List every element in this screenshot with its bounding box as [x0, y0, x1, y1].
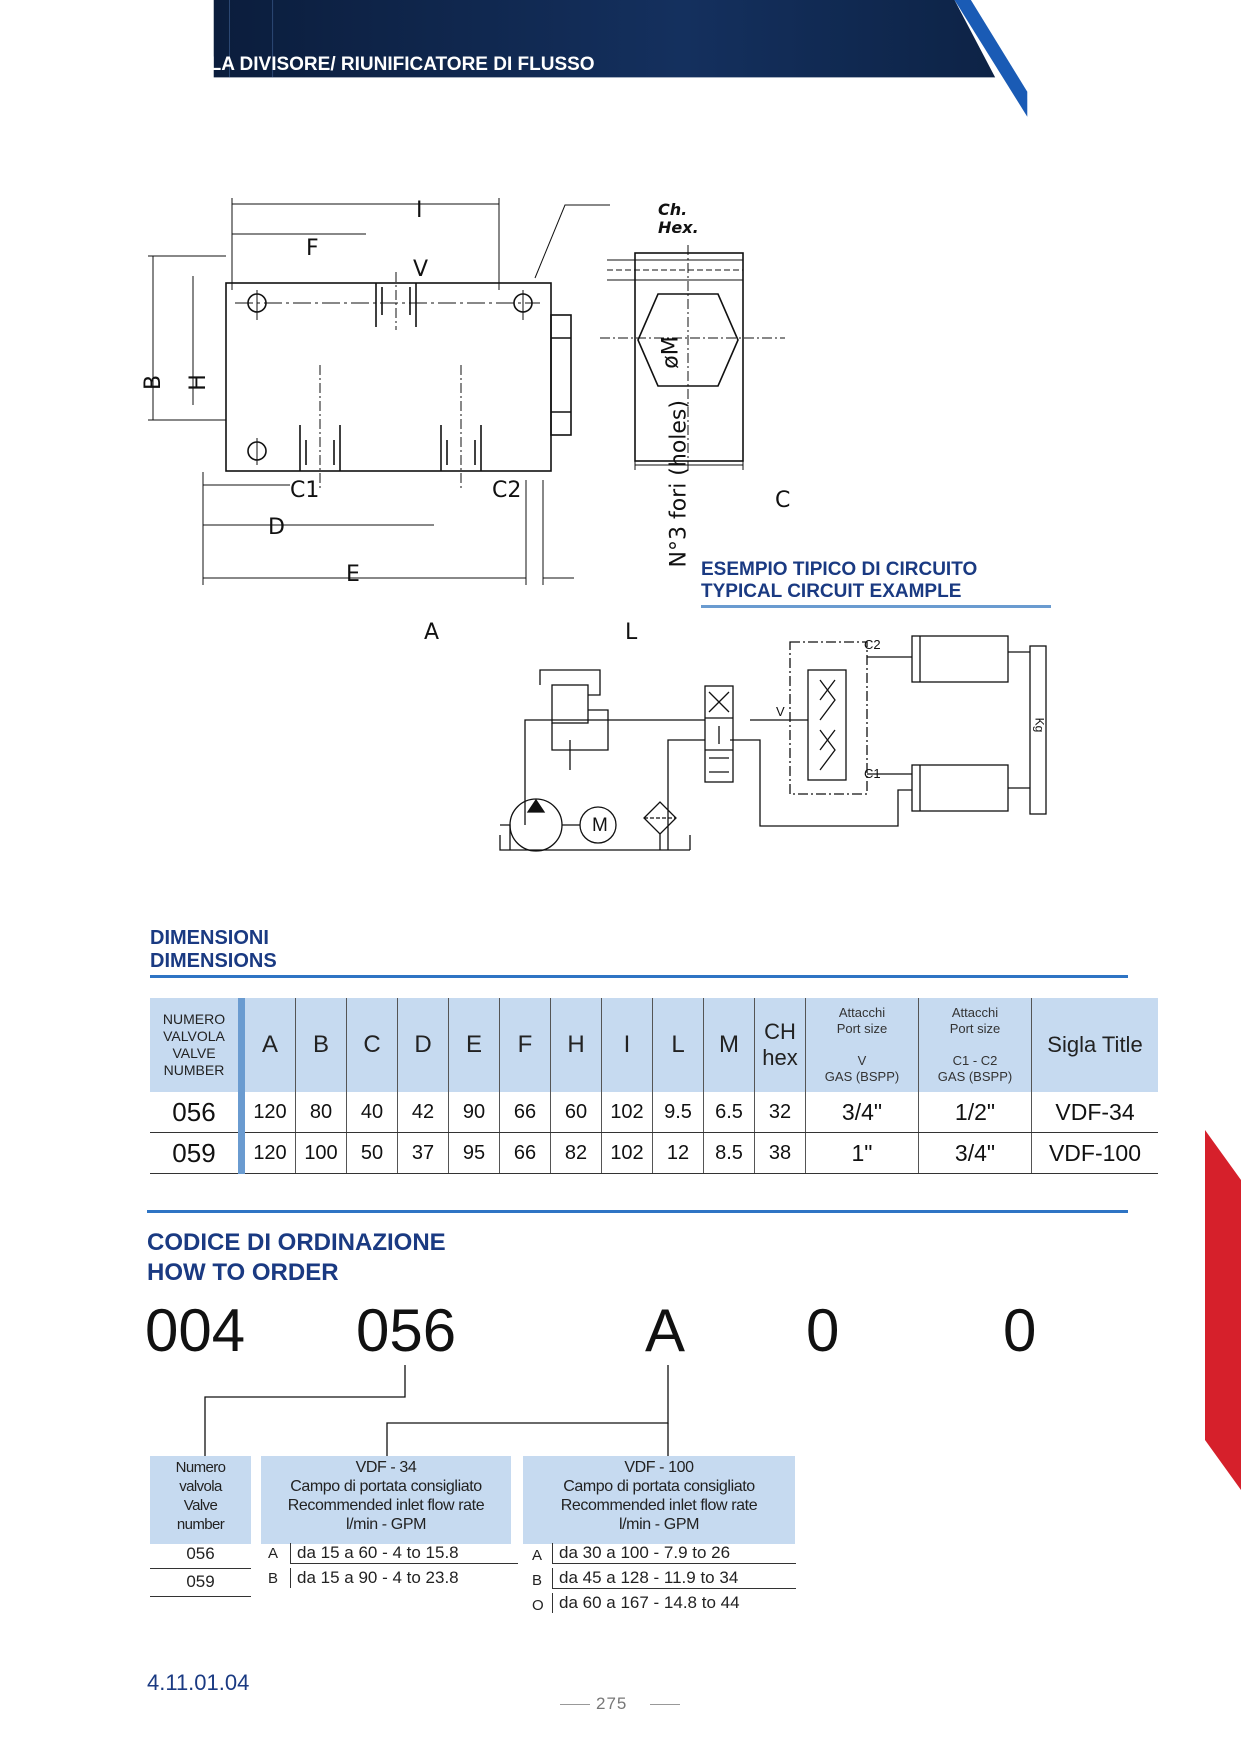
dimensions-title-en: DIMENSIONS — [150, 950, 277, 972]
list-item: 059 — [150, 1572, 251, 1597]
table-cell: VDF-100 — [1032, 1133, 1159, 1174]
port-label-c1: C1 — [290, 478, 320, 503]
code-part-5: 0 — [1003, 1297, 1037, 1364]
order-topline — [147, 1210, 1128, 1214]
dim-label-a: A — [424, 620, 440, 645]
option-value: da 60 a 167 - 14.8 to 44 — [552, 1593, 796, 1613]
table-header-row — [150, 998, 1158, 1092]
dim-label-e: E — [346, 562, 360, 587]
col-header: F — [500, 998, 551, 1092]
table-cell: 12 — [653, 1133, 704, 1174]
table-cell: 82 — [551, 1133, 602, 1174]
valve-number: 056 — [150, 1092, 242, 1133]
dim-label-f: F — [306, 236, 319, 261]
hex-label: Hex. — [658, 218, 699, 237]
order-connectors — [140, 1365, 840, 1465]
col-number-header: NUMERO VALVOLA VALVE NUMBER — [150, 998, 242, 1092]
table-cell: 3/4" — [806, 1092, 919, 1133]
dim-label-d: D — [268, 515, 285, 540]
col-ch-header: CH hex — [755, 998, 806, 1092]
table-row — [150, 1133, 1158, 1174]
option-key: B — [268, 1570, 279, 1587]
col-header: B — [296, 998, 347, 1092]
circuit-c1-label: C1 — [864, 766, 881, 781]
table-cell: 40 — [347, 1092, 398, 1133]
dim-label-v: V — [413, 257, 429, 282]
table-cell: 66 — [500, 1092, 551, 1133]
option-key: O — [532, 1597, 544, 1614]
col-v-header: Attacchi Port size V GAS (BSPP) — [806, 998, 919, 1092]
dim-label-h: H — [185, 374, 211, 391]
table-cell: 95 — [449, 1133, 500, 1174]
col-header: L — [653, 998, 704, 1092]
col-header: C — [347, 998, 398, 1092]
circuit-title-en: TYPICAL CIRCUIT EXAMPLE — [701, 581, 962, 602]
circuit-kg-label: Kg — [1032, 717, 1047, 733]
order-box-valve-number: Numero valvola Valve number — [150, 1456, 251, 1544]
table-cell: 3/4" — [919, 1133, 1032, 1174]
table-cell: 102 — [602, 1092, 653, 1133]
table-cell: 37 — [398, 1133, 449, 1174]
table-cell: 6.5 — [704, 1092, 755, 1133]
table-cell: 120 — [242, 1092, 296, 1133]
circuit-diagram — [490, 630, 1060, 880]
option-key: A — [532, 1547, 543, 1564]
order-box-vdf34: VDF - 34 Campo di portata consigliato Recommended inlet flow rate l/min - GPM — [261, 1456, 511, 1544]
list-item: 056 — [150, 1544, 251, 1569]
table-cell: 80 — [296, 1092, 347, 1133]
order-title-en: HOW TO ORDER — [147, 1259, 339, 1286]
option-key: A — [268, 1545, 279, 1562]
table-cell: 38 — [755, 1133, 806, 1174]
option-key: B — [532, 1572, 543, 1589]
dim-label-b: B — [141, 374, 167, 391]
document-code: 4.11.01.04 — [147, 1670, 250, 1695]
code-part-3: A — [645, 1297, 686, 1364]
port-label-c2: C2 — [492, 478, 522, 503]
table-cell: 9.5 — [653, 1092, 704, 1133]
col-header: I — [602, 998, 653, 1092]
ch-label: Ch. — [658, 200, 688, 219]
code-part-1: 004 — [145, 1297, 246, 1364]
circuit-title-it: ESEMPIO TIPICO DI CIRCUITO — [701, 559, 978, 580]
col-sigla-header: Sigla Title — [1032, 998, 1159, 1092]
table-cell: 32 — [755, 1092, 806, 1133]
table-cell: 1/2" — [919, 1092, 1032, 1133]
table-cell: VDF-34 — [1032, 1092, 1159, 1133]
code-part-4: 0 — [806, 1297, 840, 1364]
col-header: E — [449, 998, 500, 1092]
circuit-v-label: V — [776, 704, 785, 719]
col-header: H — [551, 998, 602, 1092]
table-row — [150, 1092, 1158, 1133]
holes-label: N°3 fori (holes) — [666, 400, 692, 568]
dim-label-l: L — [625, 620, 638, 645]
dimensions-underline — [150, 975, 1128, 979]
table-cell: 120 — [242, 1133, 296, 1174]
table-cell: 50 — [347, 1133, 398, 1174]
dimensions-title-it: DIMENSIONI — [150, 927, 269, 949]
col-header: M — [704, 998, 755, 1092]
page-title: VALVOLA DIVISORE/ RIUNIFICATORE DI FLUSSO — [147, 54, 595, 75]
col-c-header: Attacchi Port size C1 - C2 GAS (BSPP) — [919, 998, 1032, 1092]
circuit-underline — [701, 605, 1051, 609]
table-cell: 100 — [296, 1133, 347, 1174]
table-cell: 102 — [602, 1133, 653, 1174]
phi-m-label: øM — [658, 336, 684, 369]
page-number: 275 — [596, 1694, 628, 1713]
option-value: da 15 a 90 - 4 to 23.8 — [290, 1568, 518, 1588]
table-cell: 60 — [551, 1092, 602, 1133]
code-part-2: 056 — [356, 1297, 457, 1364]
circuit-c2-label: C2 — [864, 637, 881, 652]
dim-label-c: C — [775, 488, 791, 513]
valve-number: 059 — [150, 1133, 242, 1174]
order-title-it: CODICE DI ORDINAZIONE — [147, 1229, 446, 1256]
col-header: D — [398, 998, 449, 1092]
col-header: A — [242, 998, 296, 1092]
table-cell: 42 — [398, 1092, 449, 1133]
dimensions-table — [150, 998, 1158, 1174]
option-value: da 15 a 60 - 4 to 15.8 — [290, 1543, 518, 1564]
table-cell: 1" — [806, 1133, 919, 1174]
table-cell: 8.5 — [704, 1133, 755, 1174]
page-subtitle: FLOW DIVIDER/COMBINER — [147, 80, 392, 101]
motor-label: M — [592, 815, 608, 836]
table-cell: 90 — [449, 1092, 500, 1133]
order-box-vdf100: VDF - 100 Campo di portata consigliato Recommended inlet flow rate l/min - GPM — [523, 1456, 795, 1544]
option-value: da 45 a 128 - 11.9 to 34 — [552, 1568, 796, 1589]
side-tab — [1205, 1130, 1241, 1490]
table-cell: 66 — [500, 1133, 551, 1174]
dim-label-i: I — [416, 198, 423, 223]
option-value: da 30 a 100 - 7.9 to 26 — [552, 1543, 796, 1564]
